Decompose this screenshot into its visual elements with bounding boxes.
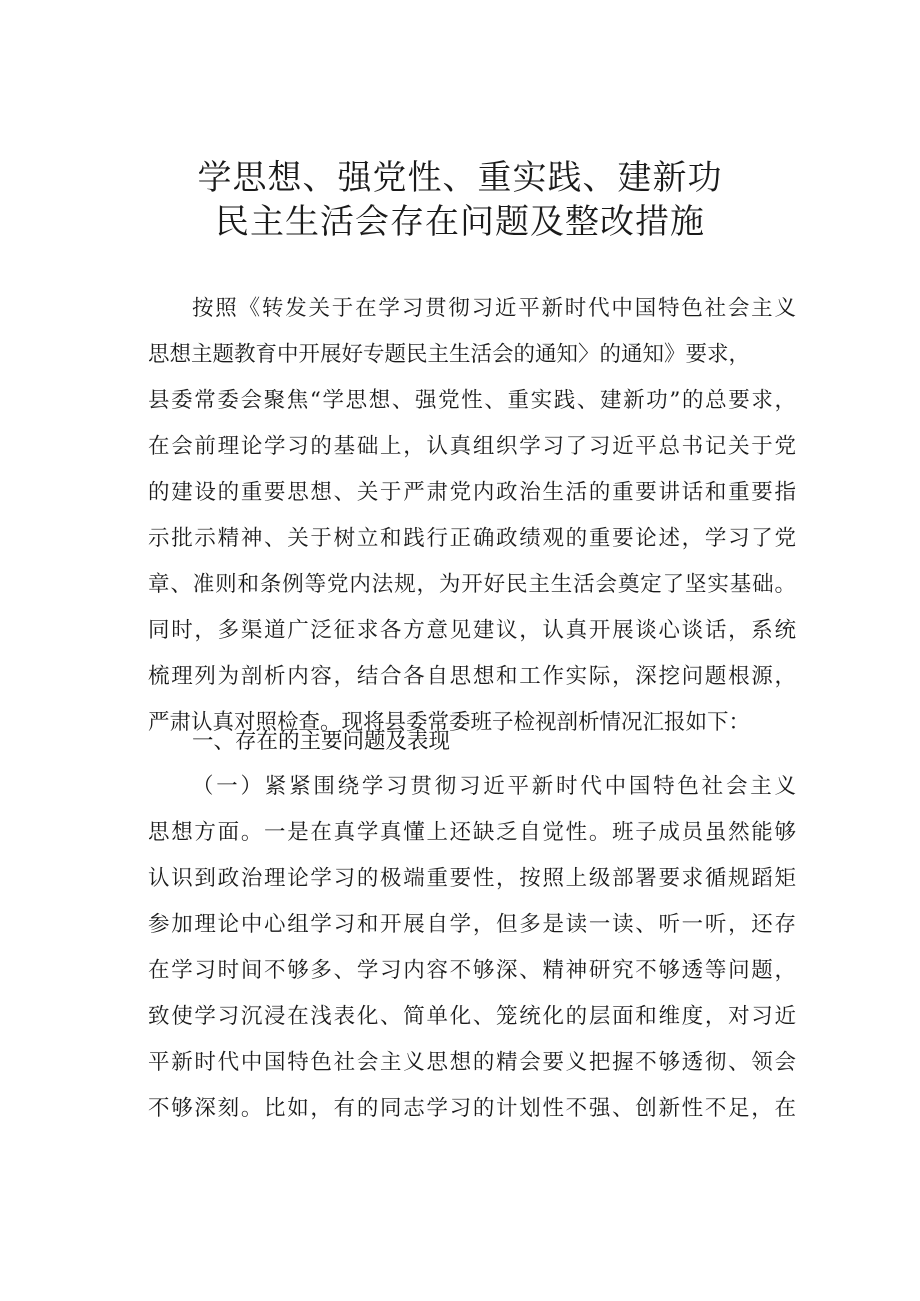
- paragraph-line: 县委常委会聚焦“学思想、强党性、重实践、建新功”的总要求，: [148, 388, 796, 413]
- paragraph-line: 按照《转发关于在学习贯彻习近平新时代中国特色社会主义: [192, 296, 796, 321]
- paragraph-line: 同时，多渠道广泛征求各方意见建议，认真开展谈心谈话，系统: [148, 618, 796, 643]
- paragraph-line: （一）紧紧围绕学习贯彻习近平新时代中国特色社会主义: [192, 774, 796, 799]
- intro-paragraph: [148, 286, 796, 746]
- paragraph-line: 梳理列为剖析内容，结合各自思想和工作实际，深挖问题根源，: [148, 664, 796, 689]
- paragraph-line: 在学习时间不够多、学习内容不够深、精神研究不够透等问题，: [148, 958, 796, 983]
- section-paragraph: [148, 764, 796, 1132]
- paragraph-line: 章、准则和条例等党内法规，为开好民主生活会奠定了坚实基础。: [148, 572, 796, 597]
- paragraph-line: 认识到政治理论学习的极端重要性，按照上级部署要求循规蹈矩: [148, 866, 796, 891]
- document-title-line-1: 学思想、强党性、重实践、建新功: [197, 158, 723, 198]
- paragraph-line: 示批示精神、关于树立和践行正确政绩观的重要论述，学习了党: [148, 526, 796, 551]
- paragraph-line: 致使学习沉浸在浅表化、简单化、笼统化的层面和维度，对习近: [148, 1004, 796, 1029]
- paragraph-line: 平新时代中国特色社会主义思想的精会要义把握不够透彻、领会: [148, 1050, 796, 1075]
- paragraph-line: 参加理论中心组学习和开展自学，但多是读一读、听一听，还存: [148, 912, 796, 937]
- paragraph-line: 在会前理论学习的基础上，认真组织学习了习近平总书记关于党: [148, 434, 796, 459]
- document-title-line-2: 民主生活会存在问题及整改措施: [215, 202, 705, 242]
- paragraph-line: 不够深刻。比如，有的同志学习的计划性不强、创新性不足，在: [148, 1096, 796, 1121]
- paragraph-line: 思想方面。一是在真学真懂上还缺乏自觉性。班子成员虽然能够: [148, 820, 796, 845]
- paragraph-line: 思想主题教育中开展好专题民主生活会的通知〉的通知》要求，: [148, 342, 751, 367]
- paragraph-line: 严肃认真对照检查。现将县委常委班子检视剖析情况汇报如下：: [148, 710, 751, 735]
- section-heading: 一、存在的主要问题及表现: [192, 729, 451, 754]
- paragraph-line: 的建设的重要思想、关于严肃党内政治生活的重要讲话和重要指: [148, 480, 796, 505]
